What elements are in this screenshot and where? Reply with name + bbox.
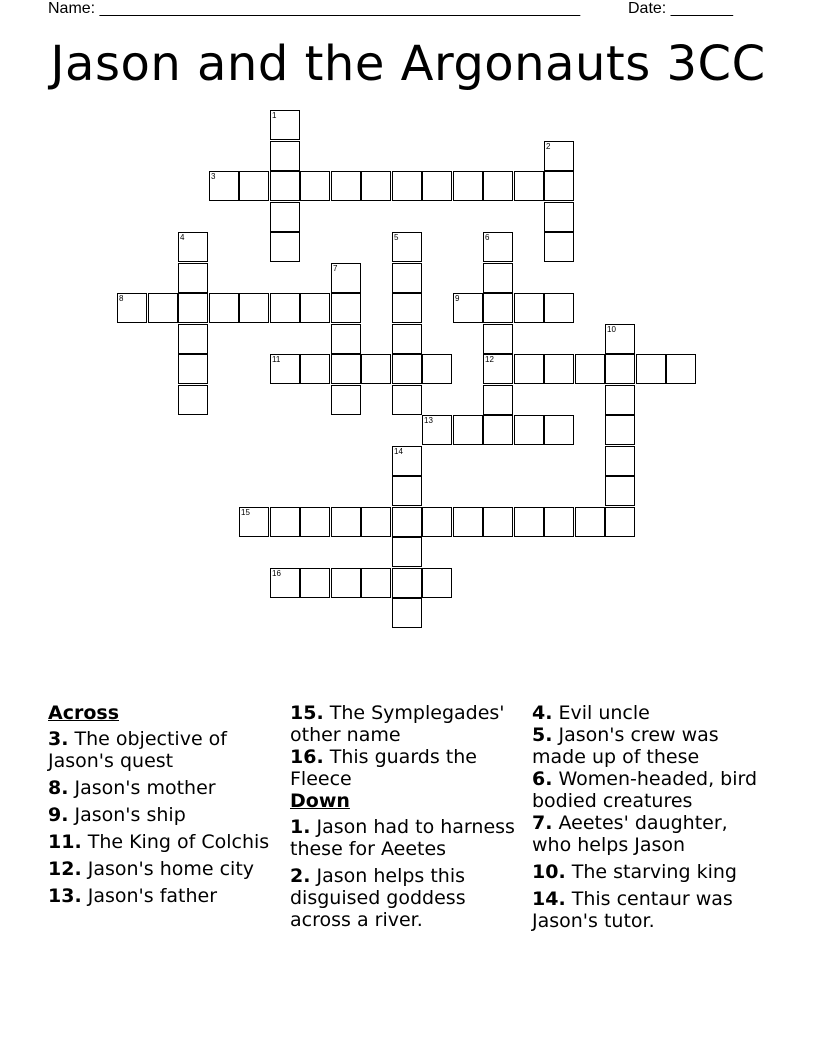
grid-cell[interactable] — [453, 171, 483, 201]
grid-cell[interactable] — [178, 263, 208, 293]
page-title: Jason and the Argonauts 3CC — [50, 36, 766, 92]
clue-down-7: 7. Aeetes' daughter, who helps Jason — [532, 812, 728, 856]
grid-cell[interactable] — [392, 171, 422, 201]
clue-across-3: 3. The objective of Jason's quest — [48, 728, 227, 772]
grid-cell[interactable] — [392, 324, 422, 354]
grid-cell[interactable] — [544, 141, 574, 171]
grid-cell[interactable] — [270, 507, 300, 537]
grid-cell[interactable] — [270, 141, 300, 171]
grid-cell[interactable] — [514, 354, 544, 384]
grid-cell[interactable] — [331, 507, 361, 537]
grid-cell[interactable] — [178, 293, 208, 323]
grid-cell[interactable] — [514, 171, 544, 201]
grid-cell[interactable] — [514, 415, 544, 445]
down-heading: Down — [290, 790, 350, 812]
clue-down-5: 5. Jason's crew was made up of these — [532, 724, 719, 768]
grid-cell[interactable] — [270, 171, 300, 201]
grid-cell[interactable] — [483, 415, 513, 445]
grid-cell[interactable] — [605, 507, 635, 537]
grid-cell[interactable] — [117, 293, 147, 323]
grid-cell[interactable] — [209, 171, 239, 201]
clue-down-1: 1. Jason had to harness these for Aeetes — [290, 816, 515, 860]
grid-cell[interactable] — [422, 507, 452, 537]
grid-cell[interactable] — [392, 568, 422, 598]
clue-down-4: 4. Evil uncle — [532, 702, 650, 724]
grid-cell[interactable] — [666, 354, 696, 384]
grid-cell[interactable] — [178, 385, 208, 415]
name-line: Name: ______________________________________________________ — [48, 0, 581, 17]
grid-cell[interactable] — [575, 507, 605, 537]
grid-cell[interactable] — [361, 507, 391, 537]
grid-cell[interactable] — [544, 202, 574, 232]
clue-number: 9 — [455, 294, 460, 303]
grid-cell[interactable] — [605, 354, 635, 384]
clue-number: 10 — [607, 325, 616, 334]
grid-cell[interactable] — [544, 507, 574, 537]
grid-cell[interactable] — [605, 385, 635, 415]
grid-cell[interactable] — [422, 415, 452, 445]
grid-cell[interactable] — [300, 293, 330, 323]
clue-number: 14 — [394, 447, 403, 456]
grid-cell[interactable] — [392, 598, 422, 628]
grid-cell[interactable] — [361, 354, 391, 384]
grid-cell[interactable] — [605, 324, 635, 354]
grid-cell[interactable] — [392, 537, 422, 567]
clue-number: 7 — [333, 264, 338, 273]
clue-down-10: 10. The starving king — [532, 861, 737, 883]
grid-cell[interactable] — [514, 507, 544, 537]
clue-across-12: 12. Jason's home city — [48, 858, 255, 880]
grid-cell[interactable] — [544, 171, 574, 201]
clue-number: 13 — [424, 416, 433, 425]
clue-down-6: 6. Women-headed, bird bodied creatures — [532, 768, 758, 812]
grid-cell[interactable] — [544, 232, 574, 262]
clue-number: 5 — [394, 233, 399, 242]
grid-cell[interactable] — [392, 446, 422, 476]
grid-cell[interactable] — [483, 171, 513, 201]
grid-cell[interactable] — [270, 568, 300, 598]
clues-column-2 — [290, 702, 525, 931]
grid-cell[interactable] — [331, 568, 361, 598]
clue-number: 1 — [272, 111, 277, 120]
grid-cell[interactable] — [544, 354, 574, 384]
grid-cell[interactable] — [483, 354, 513, 384]
grid-cell[interactable] — [453, 507, 483, 537]
grid-cell[interactable] — [544, 293, 574, 323]
clue-across-9: 9. Jason's ship — [48, 804, 186, 826]
grid-cell[interactable] — [270, 354, 300, 384]
grid-cell[interactable] — [422, 354, 452, 384]
grid-cell[interactable] — [422, 171, 452, 201]
grid-cell[interactable] — [544, 415, 574, 445]
grid-cell[interactable] — [331, 324, 361, 354]
across-heading: Across — [48, 702, 120, 724]
grid-cell[interactable] — [636, 354, 666, 384]
grid-cell[interactable] — [575, 354, 605, 384]
grid-cell[interactable] — [178, 232, 208, 262]
grid-cell[interactable] — [331, 171, 361, 201]
grid-cell[interactable] — [148, 293, 178, 323]
grid-cell[interactable] — [483, 324, 513, 354]
grid-cell[interactable] — [361, 171, 391, 201]
clue-number: 15 — [241, 508, 250, 517]
grid-cell[interactable] — [514, 293, 544, 323]
grid-cell[interactable] — [270, 293, 300, 323]
grid-cell[interactable] — [178, 354, 208, 384]
grid-cell[interactable] — [331, 354, 361, 384]
clue-number: 8 — [119, 294, 124, 303]
grid-cell[interactable] — [239, 293, 269, 323]
grid-cell[interactable] — [483, 232, 513, 262]
grid-cell[interactable] — [300, 568, 330, 598]
grid-cell[interactable] — [605, 415, 635, 445]
grid-cell[interactable] — [361, 568, 391, 598]
grid-cell[interactable] — [209, 293, 239, 323]
grid-cell[interactable] — [483, 385, 513, 415]
clues-column-3 — [532, 702, 772, 932]
grid-cell[interactable] — [483, 263, 513, 293]
grid-cell[interactable] — [331, 263, 361, 293]
grid-cell[interactable] — [392, 263, 422, 293]
clue-number: 6 — [485, 233, 490, 242]
grid-cell[interactable] — [422, 568, 452, 598]
grid-cell[interactable] — [605, 476, 635, 506]
clues-column-1 — [48, 702, 278, 907]
clue-number: 16 — [272, 569, 281, 578]
clue-across-16: 16. This guards the Fleece — [290, 746, 477, 790]
date-line: Date: _______ — [628, 0, 733, 17]
clue-across-13: 13. Jason's father — [48, 885, 218, 907]
grid-cell[interactable] — [605, 446, 635, 476]
grid-cell[interactable] — [483, 293, 513, 323]
grid-cell[interactable] — [239, 171, 269, 201]
clue-down-2: 2. Jason helps this disguised goddess across a river. — [290, 865, 466, 931]
clue-number: 3 — [211, 172, 216, 181]
grid-cell[interactable] — [300, 354, 330, 384]
grid-cell[interactable] — [392, 293, 422, 323]
grid-cell[interactable] — [392, 232, 422, 262]
grid-cell[interactable] — [331, 385, 361, 415]
grid-cell[interactable] — [453, 415, 483, 445]
grid-cell[interactable] — [300, 171, 330, 201]
clue-number: 12 — [485, 355, 494, 364]
clue-down-14: 14. This centaur was Jason's tutor. — [532, 888, 733, 932]
grid-cell[interactable] — [392, 385, 422, 415]
grid-cell[interactable] — [392, 476, 422, 506]
grid-cell[interactable] — [270, 202, 300, 232]
clue-number: 11 — [272, 355, 281, 364]
grid-cell[interactable] — [178, 324, 208, 354]
grid-cell[interactable] — [300, 507, 330, 537]
grid-cell[interactable] — [392, 354, 422, 384]
grid-cell[interactable] — [239, 507, 269, 537]
grid-cell[interactable] — [331, 293, 361, 323]
clue-across-8: 8. Jason's mother — [48, 777, 216, 799]
grid-cell[interactable] — [270, 110, 300, 140]
grid-cell[interactable] — [270, 232, 300, 262]
clue-across-15: 15. The Symplegades' other name — [290, 702, 505, 746]
grid-cell[interactable] — [392, 507, 422, 537]
grid-cell[interactable] — [483, 507, 513, 537]
grid-cell[interactable] — [453, 293, 483, 323]
clue-number: 2 — [546, 142, 551, 151]
clue-across-11: 11. The King of Colchis — [48, 831, 270, 853]
clue-number: 4 — [180, 233, 185, 242]
